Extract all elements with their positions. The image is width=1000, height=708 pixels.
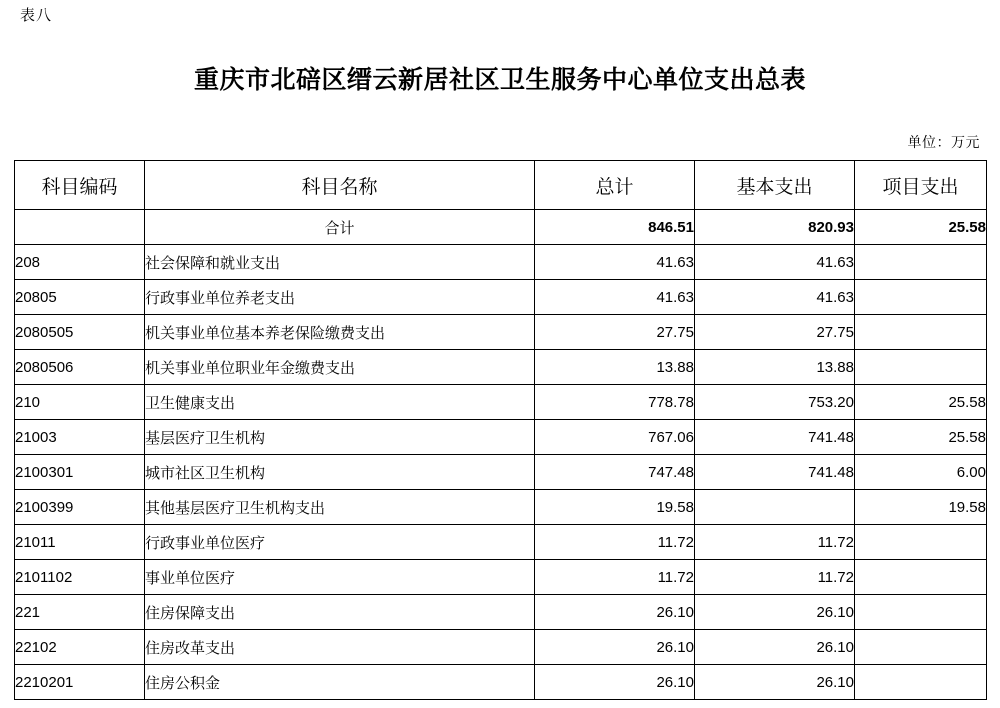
cell-project-expenditure: 25.58 [855, 210, 987, 245]
unit-note: 单位：万元 [907, 136, 980, 151]
table-row [15, 420, 987, 455]
cell-project-expenditure [855, 525, 987, 560]
cell-basic-expenditure: 27.75 [695, 315, 855, 350]
cell-subject-code: 2101102 [15, 560, 145, 595]
table-row [15, 210, 987, 245]
table-row [15, 350, 987, 385]
cell-total: 26.10 [535, 595, 695, 630]
expenditure-table [14, 160, 987, 700]
cell-subject-name: 行政事业单位医疗 [145, 525, 535, 560]
table-row [15, 385, 987, 420]
column-header-project: 项目支出 [855, 161, 987, 210]
cell-total: 11.72 [535, 560, 695, 595]
column-header-basic: 基本支出 [695, 161, 855, 210]
cell-basic-expenditure: 820.93 [695, 210, 855, 245]
cell-basic-expenditure: 41.63 [695, 280, 855, 315]
cell-total: 747.48 [535, 455, 695, 490]
cell-subject-code: 2080505 [15, 315, 145, 350]
cell-project-expenditure [855, 315, 987, 350]
cell-subject-name: 基层医疗卫生机构 [145, 420, 535, 455]
table-row [15, 315, 987, 350]
cell-subject-name: 合计 [145, 210, 535, 245]
table-row [15, 560, 987, 595]
cell-total: 26.10 [535, 665, 695, 700]
column-header-total: 总计 [535, 161, 695, 210]
cell-subject-code: 2100301 [15, 455, 145, 490]
cell-project-expenditure [855, 560, 987, 595]
cell-basic-expenditure: 41.63 [695, 245, 855, 280]
table-row [15, 490, 987, 525]
cell-project-expenditure [855, 245, 987, 280]
column-header-code: 科目编码 [15, 161, 145, 210]
table-row [15, 595, 987, 630]
cell-subject-code: 21011 [15, 525, 145, 560]
cell-total: 846.51 [535, 210, 695, 245]
cell-subject-code: 2210201 [15, 665, 145, 700]
cell-basic-expenditure: 11.72 [695, 560, 855, 595]
cell-project-expenditure [855, 350, 987, 385]
cell-subject-code: 2100399 [15, 490, 145, 525]
cell-total: 19.58 [535, 490, 695, 525]
cell-subject-name: 其他基层医疗卫生机构支出 [145, 490, 535, 525]
cell-project-expenditure: 19.58 [855, 490, 987, 525]
cell-subject-name: 社会保障和就业支出 [145, 245, 535, 280]
cell-project-expenditure: 25.58 [855, 385, 987, 420]
cell-subject-code: 2080506 [15, 350, 145, 385]
cell-subject-name: 机关事业单位职业年金缴费支出 [145, 350, 535, 385]
cell-total: 13.88 [535, 350, 695, 385]
cell-basic-expenditure: 26.10 [695, 665, 855, 700]
cell-project-expenditure: 25.58 [855, 420, 987, 455]
cell-subject-code [15, 210, 145, 245]
cell-total: 41.63 [535, 245, 695, 280]
cell-basic-expenditure: 741.48 [695, 455, 855, 490]
cell-subject-name: 机关事业单位基本养老保险缴费支出 [145, 315, 535, 350]
cell-basic-expenditure: 26.10 [695, 630, 855, 665]
cell-subject-name: 行政事业单位养老支出 [145, 280, 535, 315]
cell-basic-expenditure: 13.88 [695, 350, 855, 385]
cell-basic-expenditure: 26.10 [695, 595, 855, 630]
page-title: 重庆市北碚区缙云新居社区卫生服务中心单位支出总表 [193, 66, 806, 94]
cell-total: 26.10 [535, 630, 695, 665]
cell-subject-code: 221 [15, 595, 145, 630]
table-header [15, 161, 987, 210]
table-row [15, 525, 987, 560]
cell-project-expenditure [855, 280, 987, 315]
cell-subject-code: 21003 [15, 420, 145, 455]
cell-project-expenditure [855, 595, 987, 630]
cell-basic-expenditure [695, 490, 855, 525]
cell-subject-name: 住房保障支出 [145, 595, 535, 630]
column-header-name: 科目名称 [145, 161, 535, 210]
cell-total: 27.75 [535, 315, 695, 350]
cell-total: 41.63 [535, 280, 695, 315]
cell-basic-expenditure: 741.48 [695, 420, 855, 455]
cell-project-expenditure [855, 630, 987, 665]
form-code-label: 表八 [20, 8, 53, 24]
cell-subject-code: 22102 [15, 630, 145, 665]
table-header-row [15, 161, 987, 210]
cell-subject-name: 住房改革支出 [145, 630, 535, 665]
cell-total: 778.78 [535, 385, 695, 420]
cell-subject-name: 事业单位医疗 [145, 560, 535, 595]
cell-subject-code: 20805 [15, 280, 145, 315]
table-row [15, 630, 987, 665]
cell-basic-expenditure: 11.72 [695, 525, 855, 560]
table-body [15, 210, 987, 700]
cell-subject-name: 城市社区卫生机构 [145, 455, 535, 490]
table-row [15, 280, 987, 315]
cell-total: 11.72 [535, 525, 695, 560]
cell-subject-code: 208 [15, 245, 145, 280]
cell-project-expenditure [855, 665, 987, 700]
cell-total: 767.06 [535, 420, 695, 455]
cell-subject-name: 卫生健康支出 [145, 385, 535, 420]
table-row [15, 245, 987, 280]
cell-subject-name: 住房公积金 [145, 665, 535, 700]
cell-subject-code: 210 [15, 385, 145, 420]
table-row [15, 455, 987, 490]
cell-basic-expenditure: 753.20 [695, 385, 855, 420]
cell-project-expenditure: 6.00 [855, 455, 987, 490]
table-row [15, 665, 987, 700]
